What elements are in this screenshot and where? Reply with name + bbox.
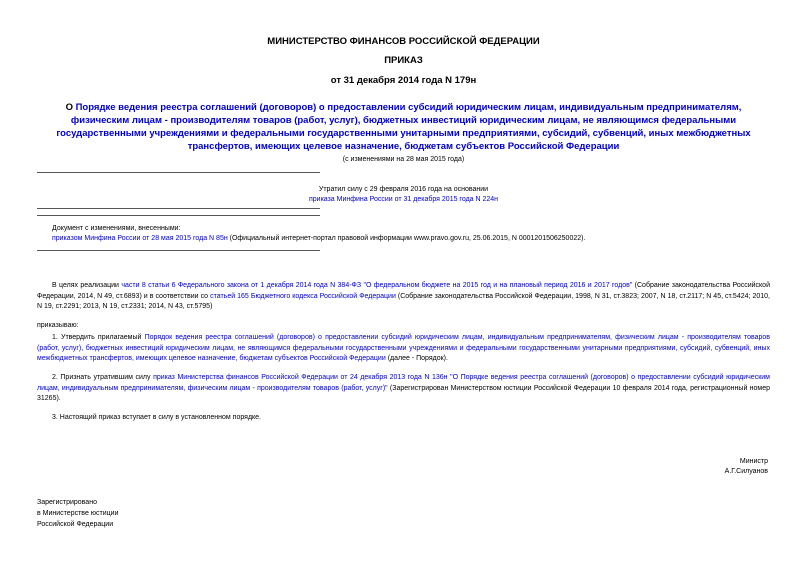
signature-position: Министр	[739, 458, 768, 465]
signature-name: А.Г.Силуанов	[724, 468, 768, 475]
expired-note	[200, 185, 607, 205]
federal-law-link[interactable]: части 8 статьи 6 Федерального закона от 1 декабря 2014 года N 384-ФЗ "О федеральном бюджете на 2015 год и на плановый период 2016 и 2017 годов"	[121, 282, 633, 289]
changes-note	[52, 224, 772, 244]
registration-line: Российской Федерации	[37, 521, 114, 528]
preamble-text: В целях реализации	[52, 282, 122, 289]
changes-label: Документ с изменениями, внесенными:	[52, 225, 181, 232]
item-1-text: 1. Утвердить прилагаемый	[52, 334, 145, 341]
preamble-text: (Собрание законодательства Российской Федерации, 2014, N 49, ст.6893) и в соответствии со	[37, 282, 770, 300]
expired-link[interactable]: приказа Минфина России от 31 декабря 2015 года N 224н	[308, 196, 499, 203]
title-prefix: О	[65, 102, 76, 113]
item-1-text: (далее - Порядок).	[385, 355, 448, 362]
divider	[37, 208, 320, 209]
date-number: от 31 декабря 2014 года N 179н	[330, 75, 477, 86]
budget-code-link[interactable]: статьей 165 Бюджетного кодекса Российской Федерации	[210, 292, 396, 300]
registration-line: Зарегистрировано	[37, 499, 97, 506]
divider	[37, 172, 320, 173]
item-2-text: 2. Признать утратившим силу	[52, 374, 154, 381]
item-2	[37, 373, 770, 405]
changes-link[interactable]: приказом Минфина России от 28 мая 2015 года N 85н	[52, 235, 228, 242]
ministry-header: МИНИСТЕРСТВО ФИНАНСОВ РОССИЙСКОЙ ФЕДЕРАЦИИ	[267, 36, 540, 47]
order-word: приказываю:	[37, 322, 79, 329]
document-title	[36, 101, 771, 153]
old-order-link[interactable]: приказ Министерства финансов Российской Федерации от 24 декабря 2013 года N 136н "О Порядке ведения реестра соглашений (договоров) о предоставлении субсидий юридическим лицам, индивидуальным предпринимателям, физическим лицам - производителям товаров (работ, услуг)"	[37, 374, 770, 392]
item-1	[37, 333, 770, 365]
registration-line: в Министерстве юстиции	[37, 510, 119, 517]
procedure-link[interactable]: Порядок ведения реестра соглашений (договоров) о предоставлении субсидий юридическим лицам, индивидуальным предпринимателям, физическим лицам - производителям товаров (работ, услуг), бюджетных инвестиций юридическим лицам, не являющимся федеральными государственными учреждениями и федеральными государственными унитарными предприятиями, субсидий, субвенций, иных межбюджетных трансфертов, имеющих целевое назначение, бюджетам субъектов Российской Федерации	[37, 334, 771, 362]
preamble	[37, 281, 770, 313]
preamble-text: (Собрание законодательства Российской Федерации, 1998, N 31, ст.3823; 2007, N 18, ст.2117; N 45, ст.5424; 2010, N 19, ст.2291; 2013, N 19, ст.2331; 2014, N 43, ст.5795)	[37, 292, 770, 310]
signature-block	[600, 457, 768, 477]
doc-type: ПРИКАЗ	[384, 55, 423, 66]
registration-block	[37, 497, 237, 530]
changes-rest: (Официальный интернет-портал правовой информации www.pravo.gov.ru, 25.06.2015, N 0001201506250022).	[227, 235, 586, 242]
divider	[37, 250, 320, 251]
expired-line: Утратил силу с 29 февраля 2016 года на основании	[318, 186, 489, 193]
title-link[interactable]: Порядке ведения реестра соглашений (договоров) о предоставлении субсидий юридическим лицам, индивидуальным предпринимателям, физическим лицам - производителям товаров (работ, услуг), бюджетных инвестиций юридическим лицам, не являющимся федеральными государственными учреждениями и федеральными государственными унитарными предприятиями, субсидий, субвенций, иных межбюджетных трансфертов, имеющих целевое назначение, бюджетам субъектов Российской Федерации	[56, 102, 751, 152]
amendments-note: (с изменениями на 28 мая 2015 года)	[342, 156, 465, 163]
item-3: 3. Настоящий приказ вступает в силу в установленном порядке.	[52, 414, 262, 421]
changes-line	[52, 234, 772, 244]
divider	[37, 215, 320, 216]
item-2-text: (Зарегистрирован Министерством юстиции Российской Федерации 10 февраля 2014 года, регистрационный номер 31265).	[37, 384, 770, 402]
